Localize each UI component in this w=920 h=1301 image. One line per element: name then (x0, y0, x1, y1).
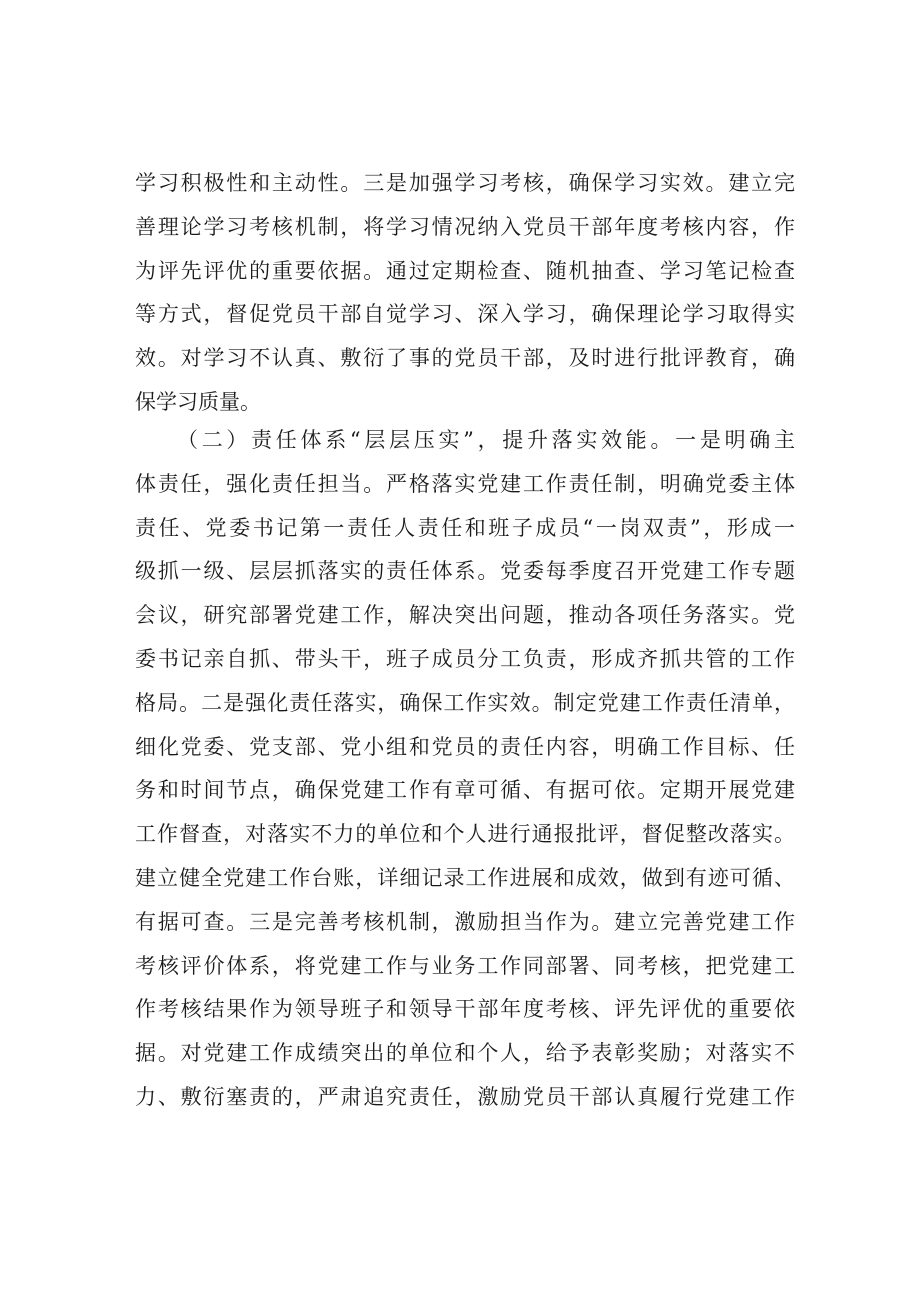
text-line: 工作督查，对落实不力的单位和个人进行通报批评，督促整改落实。 (135, 822, 795, 847)
text-line: （二）责任体系“层层压实”，提升落实效能。一是明确主 (177, 428, 795, 452)
text-line: 效。对学习不认真、敷衍了事的党员干部，及时进行批评教育，确 (135, 346, 795, 371)
text-line: 细化党委、党支部、党小组和党员的责任内容，明确工作目标、任 (135, 734, 795, 759)
text-line: 保学习质量。 (135, 390, 261, 414)
text-line: 为评先评优的重要依据。通过定期检查、随机抽查、学习笔记检查 (135, 258, 795, 283)
text-line: 等方式，督促党员干部自觉学习、深入学习，确保理论学习取得实 (135, 302, 795, 327)
text-line: 务和时间节点，确保党建工作有章可循、有据可依。定期开展党建 (135, 778, 795, 803)
text-line: 力、敷衍塞责的，严肃追究责任，激励党员干部认真履行党建工作 (135, 1085, 795, 1109)
text-line: 体责任，强化责任担当。严格落实党建工作责任制，明确党委主体 (135, 471, 795, 496)
text-line: 级抓一级、层层抓落实的责任体系。党委每季度召开党建工作专题 (135, 559, 795, 584)
text-line: 委书记亲自抓、带头干，班子成员分工负责，形成齐抓共管的工作 (135, 647, 795, 671)
text-line: 有据可查。三是完善考核机制，激励担当作为。建立完善党建工作 (135, 909, 795, 934)
text-line: 责任、党委书记第一责任人责任和班子成员“一岗双责”，形成一 (135, 515, 795, 540)
text-line: 据。对党建工作成绩突出的单位和个人，给予表彰奖励；对落实不 (135, 1041, 795, 1066)
text-line: 善理论学习考核机制，将学习情况纳入党员干部年度考核内容，作 (135, 214, 795, 239)
text-line: 学习积极性和主动性。三是加强学习考核，确保学习实效。建立完 (135, 171, 795, 195)
text-line: 考核评价体系，将党建工作与业务工作同部署、同考核，把党建工 (135, 953, 795, 978)
text-line: 作考核结果作为领导班子和领导干部年度考核、评先评优的重要依 (135, 997, 795, 1022)
text-line: 建立健全党建工作台账，详细记录工作进展和成效，做到有迹可循、 (135, 866, 795, 890)
text-line: 格局。二是强化责任落实，确保工作实效。制定党建工作责任清单， (135, 690, 795, 715)
text-line: 会议，研究部署党建工作，解决突出问题，推动各项任务落实。党 (135, 603, 795, 628)
